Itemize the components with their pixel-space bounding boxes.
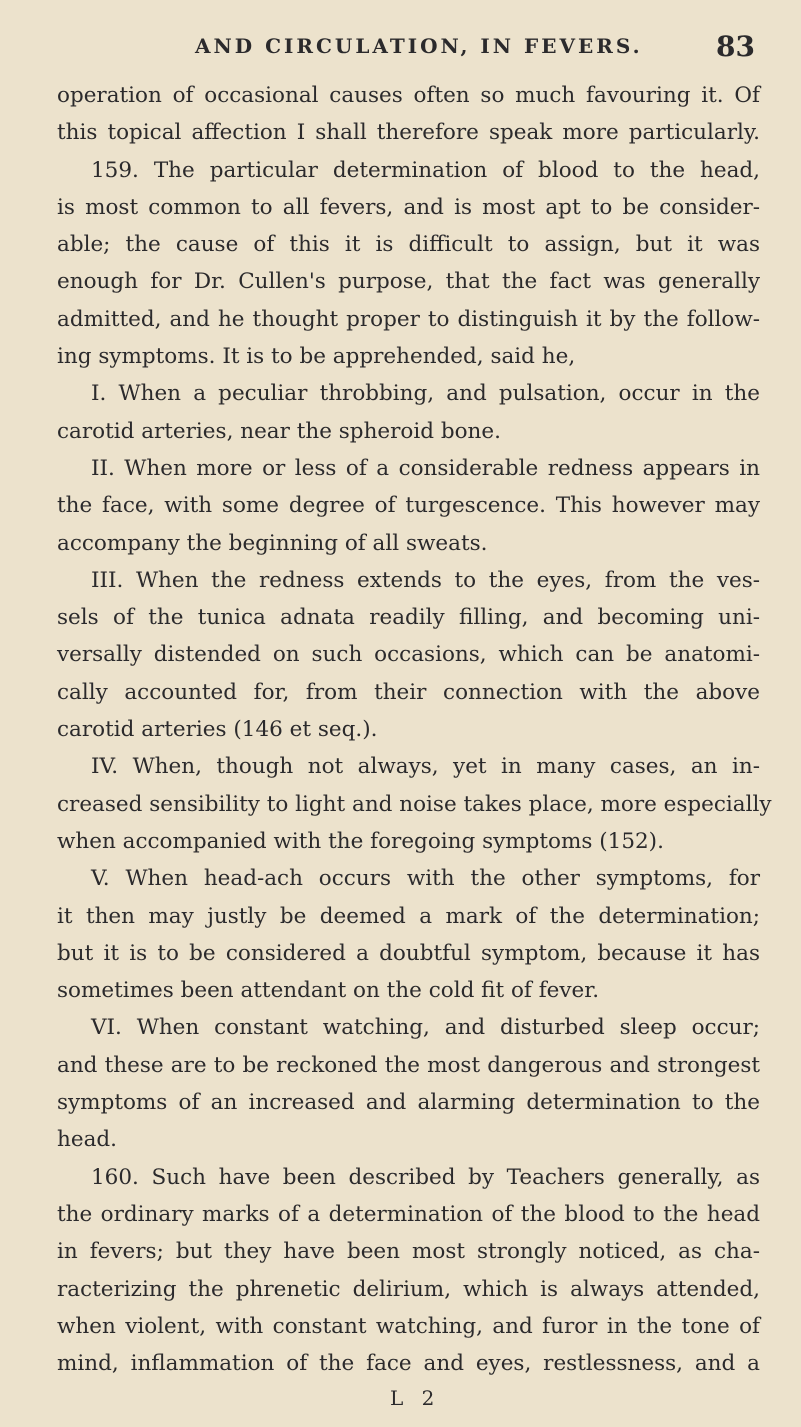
text-line: this topical affection I shall therefore speak more particularly. xyxy=(57,120,760,146)
body-text xyxy=(57,77,772,1382)
text-line: 160. Such have been described by Teachers generally, as xyxy=(91,1164,760,1190)
text-line: II. When more or less of a considerable redness appears in xyxy=(91,455,760,481)
text-line: IV. When, though not always, yet in many cases, an in- xyxy=(91,754,760,780)
text-line: operation of occasional causes often so much favouring it. Of xyxy=(57,83,760,108)
text-line: when accompanied with the foregoing symptoms (152). xyxy=(57,828,664,854)
text-line: versally distended on such occasions, which can be anatomi- xyxy=(57,642,760,668)
text-line: able; the cause of this it is difficult to assign, but it was xyxy=(57,232,760,258)
text-line: but it is to be considered a doubtful symptom, because it has xyxy=(57,940,760,966)
text-line: carotid arteries (146 et seq.). xyxy=(57,717,378,743)
text-line: carotid arteries, near the spheroid bone. xyxy=(57,418,501,444)
text-line: III. When the redness extends to the eyes, from the ves- xyxy=(91,567,760,593)
signature-mark: L 2 xyxy=(390,1386,441,1410)
page-header xyxy=(195,30,755,70)
text-line: when violent, with constant watching, and furor in the tone of xyxy=(57,1313,760,1339)
text-line: creased sensibility to light and noise takes place, more especially xyxy=(57,791,772,817)
text-line: 159. The particular determination of blood to the head, xyxy=(91,157,760,183)
text-line: sels of the tunica adnata readily filling, and becoming uni- xyxy=(57,605,760,631)
text-line: I. When a peculiar throbbing, and pulsation, occur in the xyxy=(91,381,760,407)
text-line: in fevers; but they have been most strongly noticed, as cha- xyxy=(57,1239,760,1265)
text-line: is most common to all fevers, and is most apt to be consider- xyxy=(57,194,760,220)
text-line: V. When head-ach occurs with the other symptoms, for xyxy=(91,866,760,892)
text-line: admitted, and he thought proper to distinguish it by the follow- xyxy=(57,306,760,332)
text-line: it then may justly be deemed a mark of the determination; xyxy=(57,903,760,929)
text-line: racterizing the phrenetic delirium, which is always attended, xyxy=(57,1276,760,1302)
text-line: the face, with some degree of turgescence. This however may xyxy=(57,493,760,519)
text-line: VI. When constant watching, and disturbed sleep occur; xyxy=(91,1015,760,1041)
text-line: enough for Dr. Cullen's purpose, that the fact was generally xyxy=(57,269,760,295)
text-line: head. xyxy=(57,1127,117,1153)
text-line: sometimes been attendant on the cold fit of fever. xyxy=(57,978,600,1004)
text-line: and these are to be reckoned the most dangerous and strongest xyxy=(57,1052,760,1078)
page-number: 83 xyxy=(716,30,755,63)
text-line: the ordinary marks of a determination of the blood to the head xyxy=(57,1201,760,1227)
text-line: accompany the beginning of all sweats. xyxy=(57,530,488,556)
running-head: AND CIRCULATION, IN FEVERS. xyxy=(195,34,643,58)
text-line: mind, inflammation of the face and eyes, restlessness, and a xyxy=(57,1351,760,1377)
text-line: ing symptoms. It is to be apprehended, said he, xyxy=(57,344,576,370)
text-line: cally accounted for, from their connection with the above xyxy=(57,679,760,705)
text-line: symptoms of an increased and alarming determination to the xyxy=(57,1090,760,1116)
